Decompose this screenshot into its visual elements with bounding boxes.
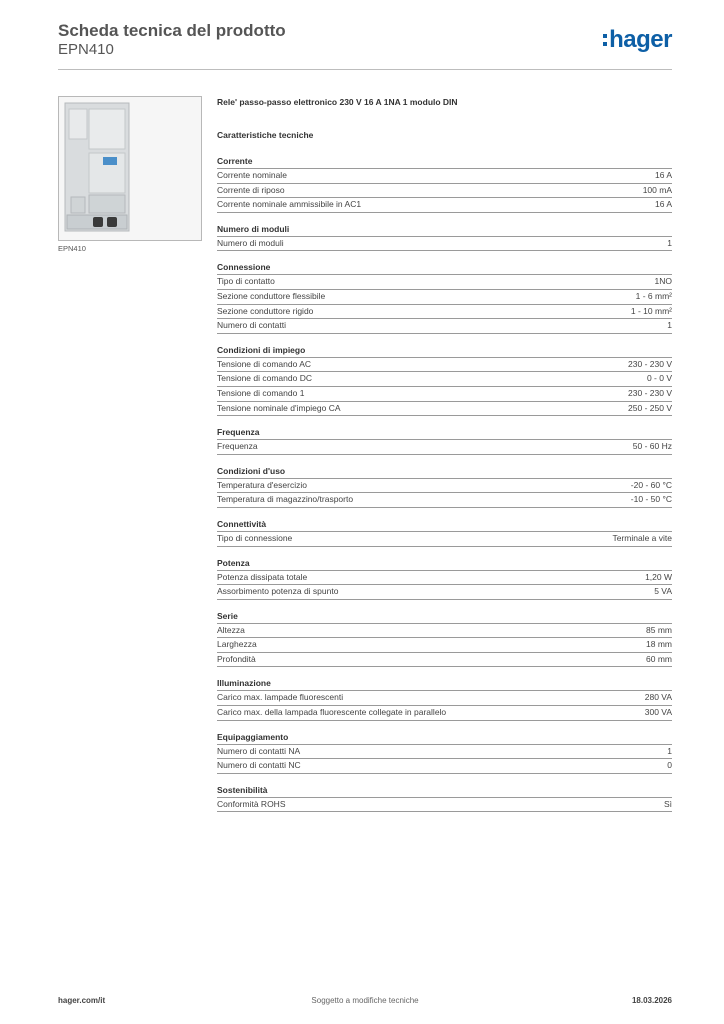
spec-label: Corrente nominale bbox=[217, 170, 287, 180]
spec-value: 230 - 230 V bbox=[628, 387, 672, 398]
spec-label: Sezione conduttore rigido bbox=[217, 305, 314, 316]
spec-value: 16 A bbox=[654, 170, 672, 180]
spec-label: Temperatura di magazzino/trasporto bbox=[217, 494, 354, 505]
spec-section bbox=[217, 731, 672, 774]
footer-website[interactable]: hager.com/it bbox=[58, 996, 106, 1005]
spec-label: Potenza dissipata totale bbox=[217, 571, 308, 582]
spec-label: Conformità ROHS bbox=[217, 798, 286, 809]
spec-label: Larghezza bbox=[217, 639, 257, 650]
spec-value: 1NO bbox=[654, 276, 672, 287]
product-description: Rele' passo-passo elettronico 230 V 16 A 1NA 1 modulo DIN bbox=[217, 97, 458, 107]
spec-section-title: Condizioni d'uso bbox=[217, 465, 672, 479]
spec-value: 5 VA bbox=[654, 586, 672, 597]
product-image bbox=[58, 96, 202, 241]
spec-section-title: Frequenza bbox=[217, 426, 672, 440]
spec-value: 230 - 230 V bbox=[628, 358, 672, 369]
spec-row bbox=[217, 532, 672, 547]
spec-section-title: Equipaggiamento bbox=[217, 731, 672, 745]
spec-value: 18 mm bbox=[646, 639, 672, 650]
spec-row bbox=[217, 169, 672, 184]
spec-value: 1 bbox=[667, 745, 672, 756]
spec-label: Frequenza bbox=[217, 441, 258, 452]
spec-value: 1,20 W bbox=[645, 571, 672, 582]
spec-row bbox=[217, 319, 672, 334]
spec-value: 250 - 250 V bbox=[628, 402, 672, 413]
spec-section bbox=[217, 223, 672, 252]
spec-section bbox=[217, 677, 672, 720]
spec-row bbox=[217, 638, 672, 653]
spec-label: Tipo di connessione bbox=[217, 532, 293, 543]
spec-label: Carico max. della lampada fluorescente collegate in parallelo bbox=[217, 707, 447, 718]
spec-label: Carico max. lampade fluorescenti bbox=[217, 692, 344, 703]
spec-label: Tipo di contatto bbox=[217, 276, 275, 287]
spec-value: 280 VA bbox=[644, 692, 672, 703]
spec-value: -20 - 60 °C bbox=[630, 479, 672, 490]
spec-row bbox=[217, 402, 672, 417]
spec-row bbox=[217, 184, 672, 199]
spec-list bbox=[217, 155, 672, 822]
spec-row bbox=[217, 198, 672, 213]
spec-label: Tensione nominale d'impiego CA bbox=[217, 402, 341, 413]
spec-row bbox=[217, 759, 672, 774]
spec-row bbox=[217, 691, 672, 706]
product-image-caption: EPN410 bbox=[58, 244, 86, 253]
spec-row bbox=[217, 585, 672, 600]
product-code: EPN410 bbox=[58, 41, 114, 58]
spec-value: 0 - 0 V bbox=[646, 373, 672, 384]
spec-value: 1 bbox=[667, 237, 672, 248]
spec-label: Sezione conduttore flessibile bbox=[217, 290, 326, 301]
spec-section-title: Condizioni di impiego bbox=[217, 344, 672, 358]
spec-section-title: Sostenibilità bbox=[217, 784, 672, 798]
spec-value: 50 - 60 Hz bbox=[632, 441, 672, 452]
spec-value: 0 bbox=[667, 760, 672, 771]
spec-label: Altezza bbox=[217, 624, 245, 635]
spec-row bbox=[217, 290, 672, 305]
spec-row bbox=[217, 372, 672, 387]
spec-row bbox=[217, 275, 672, 290]
page-footer bbox=[58, 996, 672, 1010]
spec-value: Sì bbox=[663, 798, 672, 809]
spec-label: Numero di contatti NC bbox=[217, 760, 301, 771]
spec-section bbox=[217, 784, 672, 813]
spec-row bbox=[217, 653, 672, 668]
spec-section bbox=[217, 426, 672, 455]
spec-row bbox=[217, 493, 672, 508]
spec-label: Numero di contatti NA bbox=[217, 745, 301, 756]
logo-dots-icon bbox=[603, 32, 607, 48]
spec-row bbox=[217, 358, 672, 373]
spec-row bbox=[217, 745, 672, 760]
spec-value: 100 mA bbox=[642, 184, 672, 195]
spec-value: 300 VA bbox=[644, 707, 672, 718]
spec-row bbox=[217, 624, 672, 639]
spec-label: Tensione di comando DC bbox=[217, 373, 312, 384]
logo-wordmark: hager bbox=[609, 26, 672, 53]
document-title: Scheda tecnica del prodotto bbox=[58, 21, 286, 40]
spec-row bbox=[217, 387, 672, 402]
spec-section-title: Illuminazione bbox=[217, 677, 672, 691]
spec-section bbox=[217, 261, 672, 333]
spec-value: Terminale a vite bbox=[612, 532, 672, 543]
spec-section-title: Connessione bbox=[217, 261, 672, 275]
spec-section-title: Connettività bbox=[217, 518, 672, 532]
footer-date: 18.03.2026 bbox=[631, 996, 672, 1005]
spec-row bbox=[217, 305, 672, 320]
spec-row bbox=[217, 798, 672, 813]
spec-value: 16 A bbox=[654, 199, 672, 210]
spec-value: 60 mm bbox=[646, 653, 672, 664]
spec-section bbox=[217, 557, 672, 600]
spec-section bbox=[217, 610, 672, 668]
spec-section bbox=[217, 344, 672, 416]
spec-value: 85 mm bbox=[646, 624, 672, 635]
spec-row bbox=[217, 237, 672, 252]
footer-note: Soggetto a modifiche tecniche bbox=[311, 996, 419, 1005]
spec-section-title: Corrente bbox=[217, 155, 672, 169]
relay-module-illustration bbox=[59, 97, 201, 240]
spec-section bbox=[217, 518, 672, 547]
page-header bbox=[58, 21, 672, 70]
spec-label: Assorbimento potenza di spunto bbox=[217, 586, 339, 597]
spec-section bbox=[217, 465, 672, 508]
spec-row bbox=[217, 479, 672, 494]
spec-section-title: Serie bbox=[217, 610, 672, 624]
spec-value: 1 - 6 mm² bbox=[635, 290, 672, 301]
hager-logo bbox=[603, 25, 672, 55]
spec-row bbox=[217, 706, 672, 721]
spec-label: Temperatura d'esercizio bbox=[217, 479, 307, 490]
spec-row bbox=[217, 571, 672, 586]
spec-label: Profondità bbox=[217, 653, 256, 664]
spec-section-title: Potenza bbox=[217, 557, 672, 571]
spec-label: Corrente di riposo bbox=[217, 184, 285, 195]
spec-label: Tensione di comando AC bbox=[217, 358, 312, 369]
spec-value: 1 bbox=[667, 320, 672, 331]
spec-value: -10 - 50 °C bbox=[630, 494, 672, 505]
spec-label: Numero di moduli bbox=[217, 237, 284, 248]
spec-section-title: Numero di moduli bbox=[217, 223, 672, 237]
spec-label: Corrente nominale ammissibile in AC1 bbox=[217, 199, 362, 210]
spec-row bbox=[217, 440, 672, 455]
spec-value: 1 - 10 mm² bbox=[630, 305, 672, 316]
spec-heading: Caratteristiche tecniche bbox=[217, 130, 314, 140]
spec-section bbox=[217, 155, 672, 213]
spec-label: Tensione di comando 1 bbox=[217, 387, 305, 398]
spec-label: Numero di contatti bbox=[217, 320, 286, 331]
